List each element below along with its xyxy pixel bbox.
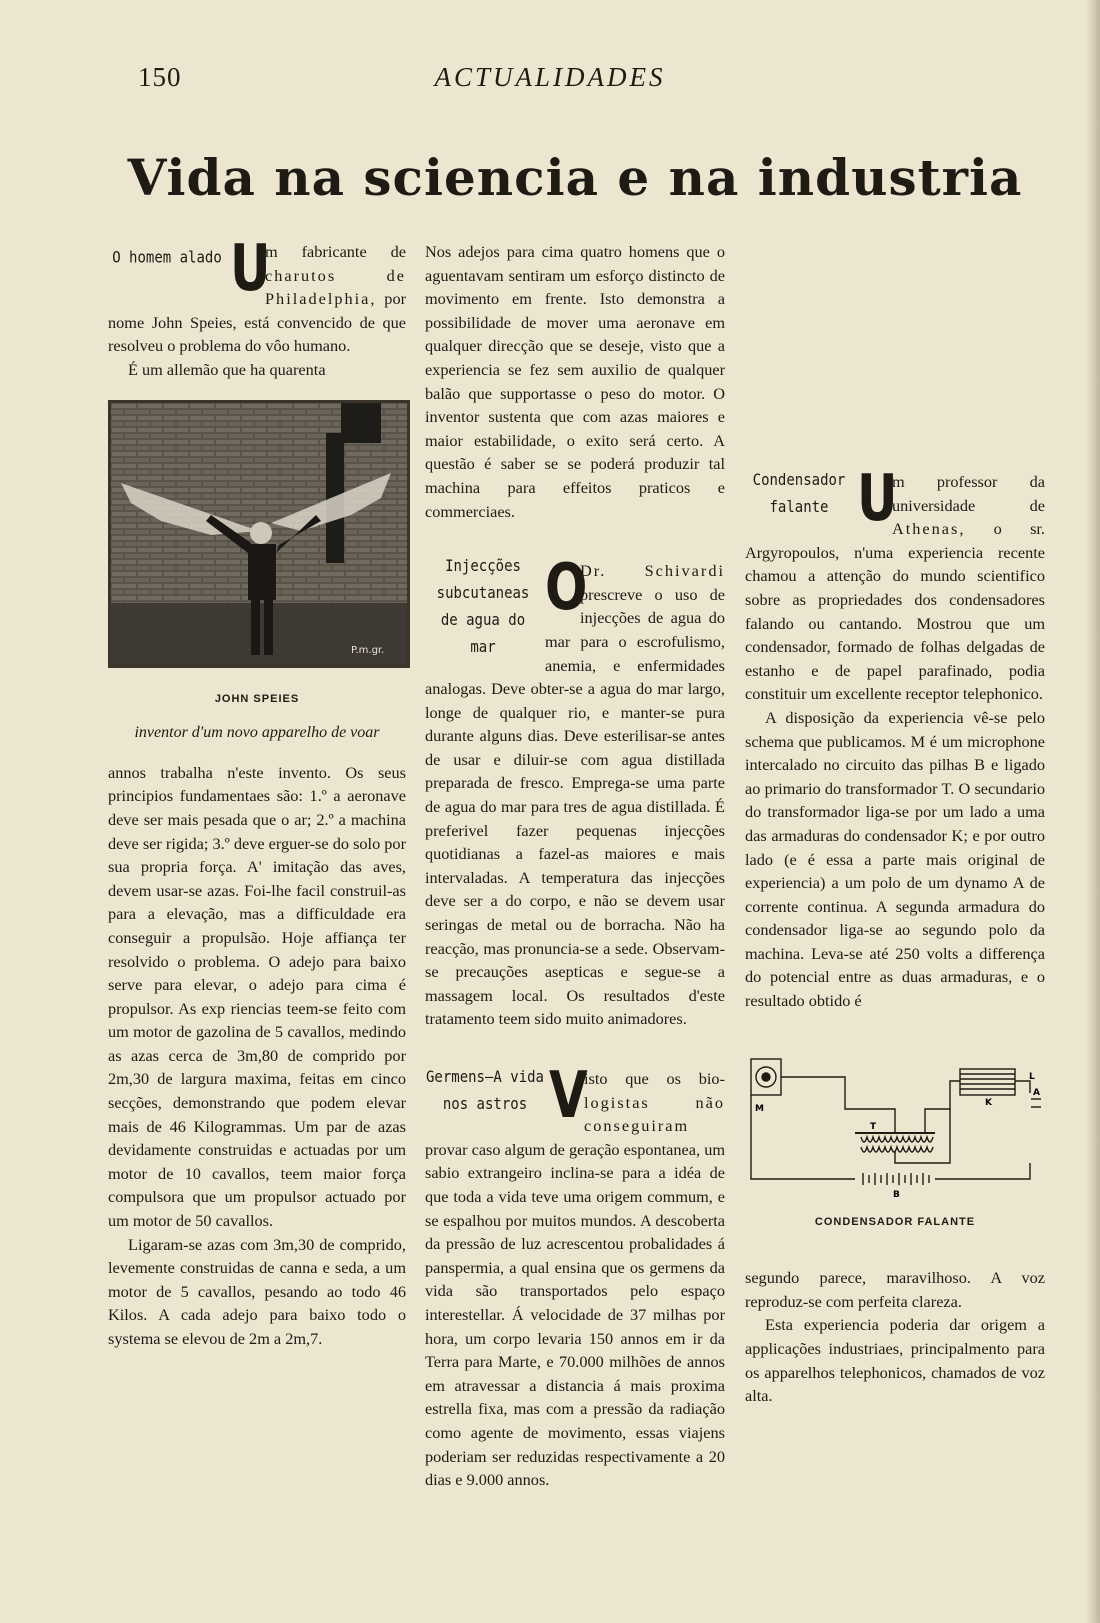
paragraph-homem-alado-intro	[108, 232, 406, 358]
paragraph-germens	[425, 1059, 725, 1492]
dropcap-u: U	[230, 232, 271, 306]
running-title: ACTUALIDADES	[434, 62, 666, 92]
paragraph-condensador	[745, 462, 1045, 706]
diagram-caption: CONDENSADOR FALANTE	[814, 1215, 976, 1228]
photo-illustration	[111, 403, 407, 665]
paragraph-injeccoes	[425, 551, 725, 1031]
label-t: T	[870, 1121, 877, 1132]
dropcap-o: O	[545, 551, 588, 626]
label-m: M	[755, 1103, 764, 1114]
lead-text: m fabricante de	[265, 242, 406, 261]
spaced-text: Athenas, o	[892, 519, 1004, 539]
column-left	[108, 232, 406, 1351]
paragraph-condensador-4: Esta experiencia poderia dar origem a applicações industriaes, principalmento para os apparelhos telephonicos, chamados de voz alta.	[745, 1315, 1045, 1406]
spaced-text: charutos de Philadelphia,	[265, 265, 406, 309]
spaced-text: logistas não conseguiram	[584, 1092, 725, 1136]
photo-caption-description: inventor d'um novo apparelho de voar	[134, 724, 380, 742]
paragraph-condensador-2: A disposição da experiencia vê-se pelo schema que publicamos. M é um microphone intercalado no circuito das pilhas B e ligado ao primario do transformador T. O secundario do transformador liga-se por um lado a uma das armaduras do condensador K; e por outro lado (e é essa a parte mais original de experiencia) a um polo de um dynamo A de corrente continua. A segunda armadura do condensador liga-se ao segundo polo da machina. Leva-se até 250 volts a differença do potencial entre as duas armaduras, e o resultado obtido é	[745, 707, 1045, 1011]
paragraph-text: por nome John Speies, está convencido de que resolveu o problema do vôo humano.	[108, 289, 406, 356]
paragraph-homem-alado-5: Nos adejos para cima quatro homens que o aguentavam sentiram um esforço distincto de movimento em frente. Isto demonstra a possibilidade de mover uma aeronave em qualquer direcção que se deseje, visto que a experiencia se fez sem auxilio de qualquer balão que supportasse o peso do motor. O inventor sustenta que com azas maiores e maior estabilidade, o exito será certo. A questão é saber se se poderá produzir tal machina para effeitos praticos e commerciaes.	[425, 242, 725, 521]
paragraph-condensador-3: segundo parece, maravilhoso. A voz reproduz-se com perfeita clareza.	[745, 1268, 1045, 1311]
germens-continuation-space	[745, 240, 1045, 470]
photo-mark: P.m.gr.	[351, 644, 385, 656]
lead-text: isto que os bio-	[584, 1069, 725, 1088]
photo-john-speies	[108, 400, 410, 668]
label-k: K	[985, 1097, 992, 1108]
sidenote-condensador: Condensador falante	[752, 471, 846, 517]
label-l: L	[1029, 1071, 1035, 1082]
paragraph-text: provar caso algum de geração espontanea, um sabio extrangeiro inclina-se para a idéa de que toda a vida teve uma origem commum, e se espalhou por muitos mundos. A descoberta da pressão de luz acrescentou probalidades á panspermia, a qual ensina que os germens da vida são transportados pelo espaço interestellar. Á velocidade de 37 milhas por hora, um corpo levaria 150 annos em ir da Terra para Marte, e 70.000 milhões de annos em atravessar a distancia á mais proxima estrella fixa, mas com a pressão da radiação como agente de movimento, essas viajens poderiam ser reduzidas respectivamente a 20 dias e 9.000 annos.	[425, 1139, 725, 1490]
page-number: 150	[138, 62, 182, 92]
column-right	[745, 240, 1045, 1408]
paragraph-homem-alado-3: annos trabalha n'este invento. Os seus principios fundamentaes são: 1.º a aeronave deve ser mais pesada que o ar; 2.º a machina deve ser rigida; 3.º deve erguer-se do solo por sua propria força. A' imitação das aves, devem usar-se azas. Foi-lhe facil construil-as para a elevação, mas a difficuldade era conseguir a propulsão. Hoje affiança ter resolvido o problema. O adejo para baixo serve para elevar, o adejo para cima é propulsor. As exp riencias teem-se feito com um motor de gazolina de 5 cavallos, medindo as azas cerca de 3m,80 de comprido por 2m,30 de largura maxima, feitas em cinco secções, demonstrando que podem elevar mais de 46 Kilogrammas. Um par de azas devidamente construidas e actuadas por um motor de 10 cavallos, teem maior força compulsora que um propulsor actuado por um motor de 50 cavallos.	[108, 762, 406, 1231]
page-header	[0, 62, 1100, 92]
circuit-schematic	[745, 1051, 1045, 1201]
paragraph-text: prescreve o uso de injecções de agua do mar para o escrofulismo, anemia, e enfermidades analogas. Deve obter-se a agua do mar largo, longe de qualquer rio, e manter-se pura durante alguns dias. Deve esterilisar-se antes de usar e diluir-se com agua distillada preparada de fresco. Emprega-se uma parte de agua do mar para tres de agua distillada. É preferivel fazer pequenas injecções quotidianas a fazel-as maiores e mais intervaladas. A temperatura das injecções deve ser a do corpo, e não se devem usar seringas de metal ou de borracha. Não ha reacção, mas pronuncia-se a sede. Observam-se precauções asepticas e segue-se a massagem local. Os resultados d'este tratamento teem sido muito animadores.	[425, 584, 725, 1029]
page-edge-shadow	[1086, 0, 1100, 1623]
paragraph-homem-alado-4: Ligaram-se azas com 3m,30 de comprido, levemente construidas de canna e seda, a um motor de 5 cavallos, pesando ao todo 46 Kilos. A cada adejo para baixo todo o systema se elevou de 2m a 2m,7.	[108, 1234, 406, 1348]
spaced-text: Dr. Schivardi	[580, 561, 725, 581]
photo-caption-name: JOHN SPEIES	[214, 692, 300, 705]
sidenote-injeccoes: Injecções subcutaneas de agua do mar	[436, 557, 530, 657]
column-middle	[425, 240, 725, 1492]
label-b: B	[893, 1189, 900, 1200]
dropcap-v: V	[549, 1059, 588, 1133]
sidenote-germens: Germens—A vida nos astros	[425, 1068, 544, 1114]
article-title: Vida na sciencia e na industria	[127, 148, 1023, 207]
sidenote-homem-alado: O homem alado	[112, 249, 222, 267]
paragraph-text: sr. Argyropoulos, n'uma experiencia recente chamou a attenção do mundo scientifico sobre as propriedades dos condensadores falando ou cantando. Mostrou que um condensador, formado de folhas delgadas de estanho e de papel parafinado, podia constituir um excellente receptor telephonico.	[745, 519, 1045, 704]
lead-text: m professor da universidade de	[892, 472, 1045, 515]
dropcap-u: U	[857, 462, 898, 536]
label-a: A	[1033, 1087, 1040, 1098]
circuit-diagram	[745, 1051, 1045, 1201]
paragraph-homem-alado-2: É um allemão que ha quarenta	[128, 359, 326, 379]
